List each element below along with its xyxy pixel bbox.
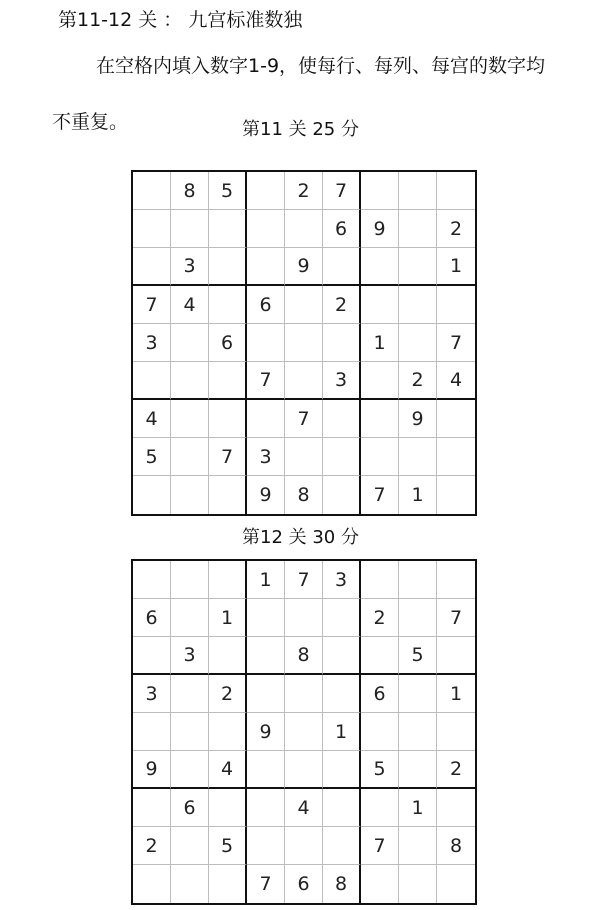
sudoku-cell xyxy=(133,561,171,599)
sudoku-cell xyxy=(361,713,399,751)
sudoku-cell: 5 xyxy=(133,438,171,476)
sudoku-cell xyxy=(323,827,361,865)
sudoku-cell xyxy=(209,637,247,675)
sudoku-cell xyxy=(437,286,475,324)
sudoku-cell xyxy=(399,561,437,599)
sudoku-cell xyxy=(209,476,247,514)
sudoku-cell xyxy=(399,713,437,751)
sudoku-cell: 1 xyxy=(247,561,285,599)
level-11-title: 第11 关 25 分 xyxy=(242,119,359,140)
sudoku-cell: 6 xyxy=(285,865,323,903)
sudoku-cell: 8 xyxy=(323,865,361,903)
sudoku-cell xyxy=(171,865,209,903)
sudoku-cell: 2 xyxy=(437,751,475,789)
sudoku-cell xyxy=(247,172,285,210)
sudoku-cell xyxy=(323,751,361,789)
sudoku-cell xyxy=(133,362,171,400)
sudoku-cell: 7 xyxy=(361,476,399,514)
sudoku-cell xyxy=(209,362,247,400)
sudoku-cell xyxy=(247,789,285,827)
sudoku-cell xyxy=(361,438,399,476)
sudoku-cell xyxy=(133,172,171,210)
sudoku-cell: 1 xyxy=(323,713,361,751)
sudoku-cell: 2 xyxy=(399,362,437,400)
sudoku-cell: 1 xyxy=(437,248,475,286)
sudoku-cell: 6 xyxy=(247,286,285,324)
sudoku-cell xyxy=(361,248,399,286)
sudoku-cell: 2 xyxy=(285,172,323,210)
sudoku-cell: 8 xyxy=(171,172,209,210)
sudoku-cell xyxy=(399,599,437,637)
sudoku-cell xyxy=(247,400,285,438)
sudoku-cell xyxy=(209,400,247,438)
sudoku-cell: 5 xyxy=(209,172,247,210)
sudoku-cell xyxy=(437,637,475,675)
sudoku-cell xyxy=(361,400,399,438)
sudoku-cell xyxy=(285,438,323,476)
sudoku-cell xyxy=(133,248,171,286)
sudoku-cell xyxy=(437,789,475,827)
sudoku-cell: 3 xyxy=(247,438,285,476)
sudoku-cell: 7 xyxy=(437,599,475,637)
sudoku-cell xyxy=(209,865,247,903)
sudoku-cell xyxy=(171,324,209,362)
sudoku-cell: 3 xyxy=(133,675,171,713)
sudoku-cell xyxy=(399,248,437,286)
sudoku-cell: 8 xyxy=(437,827,475,865)
sudoku-cell xyxy=(399,675,437,713)
sudoku-cell xyxy=(361,362,399,400)
sudoku-cell xyxy=(133,865,171,903)
sudoku-cell xyxy=(171,713,209,751)
sudoku-cell xyxy=(361,172,399,210)
sudoku-cell: 9 xyxy=(247,713,285,751)
sudoku-cell: 8 xyxy=(285,476,323,514)
sudoku-cell xyxy=(209,713,247,751)
sudoku-cell xyxy=(133,789,171,827)
sudoku-cell xyxy=(247,248,285,286)
sudoku-cell xyxy=(399,827,437,865)
sudoku-cell: 9 xyxy=(133,751,171,789)
sudoku-cell xyxy=(209,210,247,248)
sudoku-cell xyxy=(171,675,209,713)
sudoku-cell: 3 xyxy=(171,248,209,286)
sudoku-cell: 4 xyxy=(133,400,171,438)
sudoku-cell xyxy=(133,210,171,248)
sudoku-cell xyxy=(171,751,209,789)
sudoku-cell xyxy=(285,827,323,865)
sudoku-cell: 5 xyxy=(361,751,399,789)
sudoku-cell xyxy=(285,599,323,637)
sudoku-cell: 2 xyxy=(361,599,399,637)
sudoku-cell: 1 xyxy=(361,324,399,362)
sudoku-cell: 7 xyxy=(247,865,285,903)
sudoku-cell: 9 xyxy=(361,210,399,248)
sudoku-cell xyxy=(399,865,437,903)
sudoku-cell xyxy=(171,476,209,514)
sudoku-cell: 6 xyxy=(133,599,171,637)
sudoku-cell xyxy=(323,789,361,827)
sudoku-cell xyxy=(133,713,171,751)
sudoku-cell: 1 xyxy=(209,599,247,637)
sudoku-cell xyxy=(171,362,209,400)
sudoku-cell xyxy=(209,286,247,324)
sudoku-cell xyxy=(247,827,285,865)
sudoku-cell: 3 xyxy=(323,362,361,400)
sudoku-cell: 3 xyxy=(171,637,209,675)
sudoku-cell: 2 xyxy=(437,210,475,248)
sudoku-cell xyxy=(247,751,285,789)
sudoku-cell xyxy=(399,324,437,362)
sudoku-cell: 6 xyxy=(361,675,399,713)
sudoku-cell xyxy=(133,637,171,675)
sudoku-cell xyxy=(399,172,437,210)
sudoku-cell: 2 xyxy=(209,675,247,713)
sudoku-cell xyxy=(247,675,285,713)
sudoku-cell xyxy=(437,172,475,210)
sudoku-cell: 7 xyxy=(323,172,361,210)
page-title: 第11-12 关 ： 九宫标准数独 xyxy=(58,9,303,31)
sudoku-cell xyxy=(323,438,361,476)
sudoku-cell: 4 xyxy=(171,286,209,324)
sudoku-cell: 1 xyxy=(437,675,475,713)
level-12-title: 第12 关 30 分 xyxy=(242,527,359,548)
sudoku-cell xyxy=(399,438,437,476)
sudoku-cell xyxy=(247,210,285,248)
sudoku-cell: 6 xyxy=(209,324,247,362)
sudoku-cell: 9 xyxy=(285,248,323,286)
sudoku-cell: 7 xyxy=(437,324,475,362)
sudoku-cell xyxy=(437,713,475,751)
sudoku-cell xyxy=(209,789,247,827)
sudoku-cell: 1 xyxy=(399,789,437,827)
sudoku-cell: 4 xyxy=(437,362,475,400)
sudoku-cell xyxy=(323,476,361,514)
sudoku-cell xyxy=(399,210,437,248)
sudoku-cell xyxy=(323,637,361,675)
sudoku-cell xyxy=(437,438,475,476)
sudoku-cell: 3 xyxy=(133,324,171,362)
sudoku-cell: 7 xyxy=(361,827,399,865)
sudoku-cell xyxy=(399,286,437,324)
sudoku-cell xyxy=(437,561,475,599)
sudoku-cell: 5 xyxy=(399,637,437,675)
sudoku-cell xyxy=(323,248,361,286)
sudoku-cell xyxy=(361,561,399,599)
sudoku-grid-level-12 xyxy=(131,559,477,905)
sudoku-cell xyxy=(285,675,323,713)
sudoku-cell: 7 xyxy=(285,400,323,438)
sudoku-cell xyxy=(209,561,247,599)
sudoku-cell: 7 xyxy=(285,561,323,599)
sudoku-cell xyxy=(209,248,247,286)
sudoku-cell xyxy=(247,637,285,675)
sudoku-cell: 8 xyxy=(285,637,323,675)
sudoku-cell xyxy=(323,599,361,637)
sudoku-cell xyxy=(437,476,475,514)
sudoku-cell xyxy=(437,865,475,903)
sudoku-cell xyxy=(171,400,209,438)
sudoku-cell: 9 xyxy=(247,476,285,514)
sudoku-cell xyxy=(247,599,285,637)
sudoku-cell: 3 xyxy=(323,561,361,599)
sudoku-cell xyxy=(247,324,285,362)
sudoku-cell xyxy=(361,865,399,903)
sudoku-cell xyxy=(323,400,361,438)
sudoku-cell xyxy=(171,827,209,865)
sudoku-cell xyxy=(361,637,399,675)
instructions: 在空格内填入数字1-9，使每行、每列、每宫的数字均不重复。 xyxy=(52,55,546,133)
sudoku-cell xyxy=(171,210,209,248)
sudoku-cell: 1 xyxy=(399,476,437,514)
sudoku-cell xyxy=(285,324,323,362)
sudoku-cell xyxy=(361,789,399,827)
sudoku-cell xyxy=(285,751,323,789)
sudoku-cell xyxy=(323,324,361,362)
sudoku-cell xyxy=(171,561,209,599)
sudoku-cell: 4 xyxy=(209,751,247,789)
sudoku-cell: 2 xyxy=(133,827,171,865)
sudoku-cell xyxy=(171,438,209,476)
sudoku-cell xyxy=(133,476,171,514)
sudoku-cell xyxy=(323,675,361,713)
sudoku-cell: 6 xyxy=(323,210,361,248)
sudoku-cell xyxy=(285,210,323,248)
sudoku-cell: 7 xyxy=(247,362,285,400)
sudoku-cell xyxy=(285,362,323,400)
sudoku-cell: 2 xyxy=(323,286,361,324)
sudoku-cell: 5 xyxy=(209,827,247,865)
sudoku-grid-level-11 xyxy=(131,170,477,516)
sudoku-cell: 7 xyxy=(133,286,171,324)
sudoku-cell: 9 xyxy=(399,400,437,438)
sudoku-cell xyxy=(171,599,209,637)
sudoku-cell xyxy=(361,286,399,324)
sudoku-cell xyxy=(399,751,437,789)
sudoku-cell: 4 xyxy=(285,789,323,827)
sudoku-cell xyxy=(285,286,323,324)
sudoku-cell: 7 xyxy=(209,438,247,476)
sudoku-cell xyxy=(437,400,475,438)
sudoku-cell xyxy=(285,713,323,751)
sudoku-cell: 6 xyxy=(171,789,209,827)
